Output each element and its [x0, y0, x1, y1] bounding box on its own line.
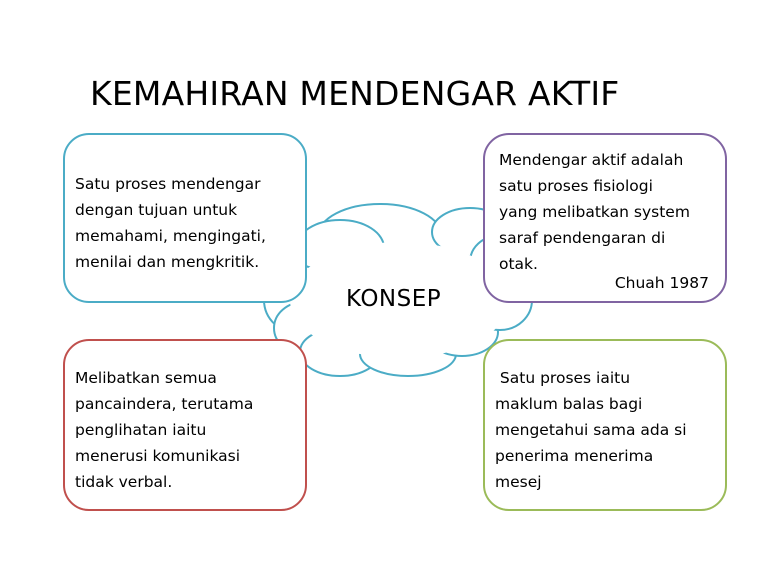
- concept-box-top-left: [63, 133, 307, 303]
- concept-text-bottom-left: Melibatkan semua pancaindera, terutama penglihatan iaitu menerusi komunikasi tidak verbal.: [75, 369, 254, 491]
- concept-text-bottom-right: Satu proses iaitu maklum balas bagi mengetahui sama ada si penerima menerima mesej: [495, 369, 687, 491]
- concept-box-bottom-left: [63, 339, 307, 511]
- slide-title: KEMAHIRAN MENDENGAR AKTIF: [90, 74, 620, 113]
- concept-text-top-left: Satu proses mendengar dengan tujuan untuk memahami, mengingati, menilai dan mengkritik.: [75, 175, 266, 271]
- citation: Chuah 1987: [614, 274, 709, 292]
- concept-box-bottom-right: [483, 339, 727, 511]
- concept-box-top-right: [483, 133, 727, 303]
- center-label: KONSEP: [346, 286, 442, 312]
- concept-text-top-right: Mendengar aktif adalah satu proses fisiologi yang melibatkan system saraf pendengaran di otak.: [499, 151, 690, 273]
